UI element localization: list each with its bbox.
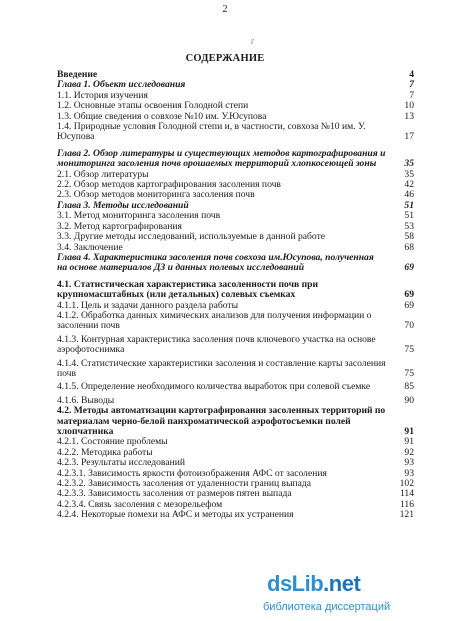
table-of-contents [57,70,414,521]
toc-entry-title: 3.4. Заключение [57,241,123,253]
toc-entry-title: 4.2.3.3. Зависимость засоления от размеров пятен выпада [57,488,292,500]
toc-entry-page: 42 [404,179,414,191]
toc-entry [57,406,414,437]
toc-entry-page: 75 [404,367,414,379]
toc-entry [57,149,414,170]
toc-entry-page: 114 [399,488,414,500]
toc-entry-page: 69 [404,299,414,311]
toc-entry-title: 4.1.5. Определение необходимого количества выработок при солевой съемке [57,381,371,393]
toc-entry-page: 7 [409,79,414,91]
toc-entry-page: 70 [404,320,414,332]
toc-entry [57,253,414,274]
toc-entry-page: 51 [404,210,414,222]
toc-entry-page: 102 [399,478,414,490]
toc-entry-title: 4.1.4. Статистические характеристики засоления и составление карты засоления почв [57,357,386,379]
toc-entry-page: 7 [409,89,414,101]
toc-entry-title: 4.2.3. Результаты исследований [57,457,185,469]
toc-entry-title: 2.3. Обзор методов мониторинга засоления почв [57,189,255,201]
toc-entry-title: 2.2. Обзор методов картографирования засоления почв [57,179,281,191]
toc-entry [57,122,414,143]
toc-entry-page: 51 [404,199,414,211]
toc-entry-title: Глава 4. Характеристика засоления почв совхоза им.Юсупова, полученная на основе материалов ДЗ и данных полевых исследований [57,251,374,274]
toc-entry [57,359,414,380]
toc-entry [57,311,414,332]
toc-entry-page: 17 [404,131,414,143]
toc-entry-title: 4.2.3.4. Связь засоления с мезорельефом [57,498,223,510]
toc-entry-page: 93 [404,467,414,479]
toc-entry-title: 4.2.1. Состояние проблемы [57,436,168,448]
toc-entry [57,232,414,242]
watermark-logo-main: dsLib [267,571,324,596]
toc-entry-title: Глава 3. Методы исследований [57,199,189,211]
toc-entry-title: 4.2. Методы автоматизации картографирования засоленных территорий по материалам черно-белой панхроматической аэрофотосъемки полей хлопчатника [57,405,386,437]
toc-entry [57,335,414,356]
toc-entry-page: 69 [404,289,414,301]
toc-entry-page: 85 [404,381,414,393]
toc-entry-title: 4.1. Статистическая характеристика засоленности почв при крупномасштабных (или детальных) солевых съемках [57,278,318,301]
toc-entry-title: 4.1.2. Обработка данных химических анализов для получения информации о засолении почв [57,309,372,332]
toc-entry-title: 4.1.1. Цель и задачи данного раздела работы [57,299,239,311]
toc-entry-page: 91 [404,436,414,448]
toc-heading: СОДЕРЖАНИЕ [185,53,265,64]
toc-entry-page: 4 [409,69,414,80]
toc-entry-page: 93 [404,457,414,469]
toc-entry-page: 13 [404,110,414,122]
toc-entry-title: Глава 2. Обзор литературы и существующих методов картографирования и мониторинга засоления почв орошаемых территорий хлопкосеющей зоны [57,147,386,170]
toc-entry-title: Введение [57,69,98,80]
toc-entry-page: 35 [404,168,414,180]
toc-entry-title: 1.3. Общие сведения о совхозе №10 им. У.Юсупова [57,110,267,122]
toc-entry-page: 121 [399,509,414,521]
toc-entry [57,510,414,520]
toc-entry-title: 4.2.3.2. Зависимость засоления от удаленности границ выпада [57,478,312,490]
toc-entry-page: 58 [404,231,414,243]
toc-entry-page: 10 [404,100,414,112]
toc-entry-page: 75 [404,344,414,356]
toc-entry-page: 35 [404,158,414,170]
toc-entry-page: 69 [404,262,414,274]
watermark-logo-suffix: .net [323,571,361,596]
toc-entry-title: 4.1.3. Контурная характеристика засоления почв ключевого участка на основе аэрофотоснимка [57,333,376,356]
toc-entry-title: 1.2. Основные этапы освоения Голодной степи [57,100,249,112]
toc-entry-page: 116 [399,498,414,510]
toc-entry-title: 3.3. Другие методы исследований, используемые в данной работе [57,231,326,243]
toc-entry-page: 46 [404,189,414,201]
toc-entry-title: Глава 1. Объект исследования [57,79,186,91]
page-number: 2 [222,4,228,15]
toc-entry-title: 2.1. Обзор литературы [57,168,149,180]
toc-entry-title: 1.1. История изучения [57,89,148,101]
scan-mark: i' [251,38,255,46]
watermark [253,571,450,621]
toc-entry-title: 3.2. Метод картографирования [57,220,182,232]
toc-entry-page: 91 [404,426,414,437]
watermark-caption: библиотека диссертаций [263,601,391,613]
toc-entry-title: 4.1.6. Выводы [57,394,115,406]
toc-entry-page: 90 [404,394,414,406]
toc-entry-page: 68 [404,241,414,253]
toc-entry-title: 3.1. Метод мониторинга засоления почв [57,210,221,222]
toc-entry-page: 92 [404,446,414,458]
toc-entry-title: 4.2.4. Некоторые помехи на АФС и методы их устранения [57,509,294,521]
toc-entry-title: 4.2.2. Методика работы [57,446,153,458]
toc-entry-title: 4.2.3.1. Зависимость яркости фотоизображения АФС от засоления [57,467,327,479]
toc-entry [57,382,414,392]
watermark-logo [267,571,360,597]
toc-entry [57,280,414,301]
toc-entry-title: 1.4. Природные условия Голодной степи и, в частности, совхоза №10 им. У. Юсупова [57,121,366,143]
toc-entry-page: 53 [404,220,414,232]
